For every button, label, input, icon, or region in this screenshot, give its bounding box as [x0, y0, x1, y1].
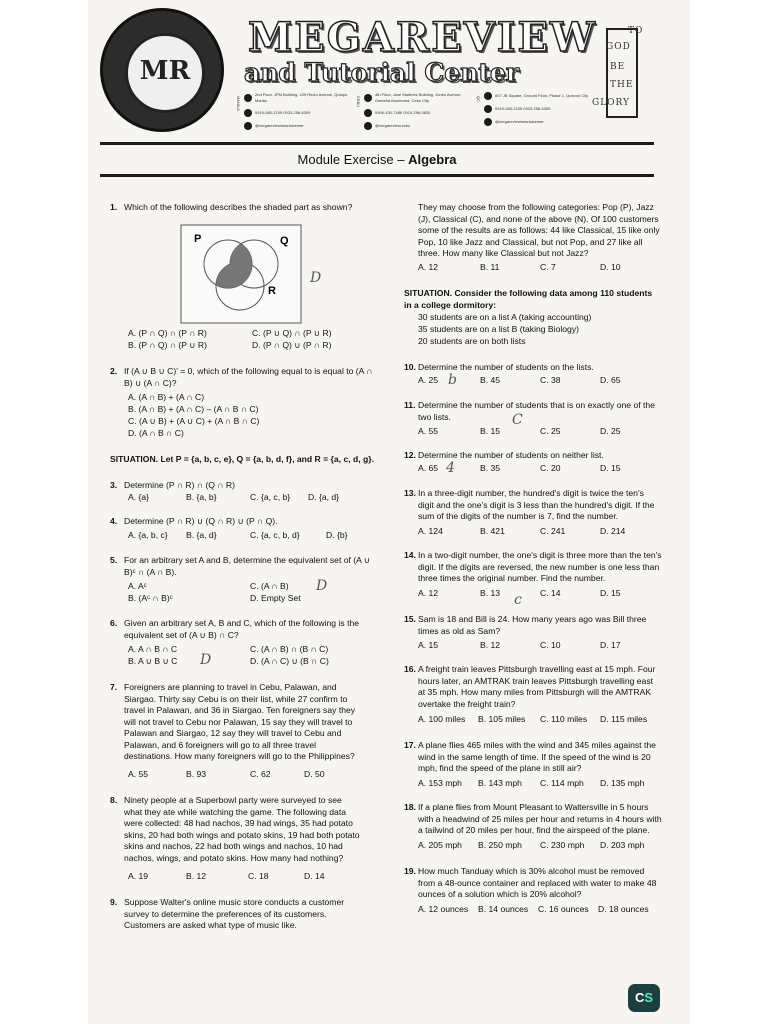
question-1 [110, 202, 374, 214]
question-number: 11. [404, 400, 416, 410]
handwritten-mark: c [514, 592, 522, 608]
question-text: Determine the number of students that is on exactly one of the two lists. [418, 400, 655, 422]
situation-1: SITUATION. Let P = {a, b, c, e}, Q = {a, b, d, f}, and R = {a, c, d, g}. [110, 454, 375, 464]
option-a[interactable]: A. {a, b, c} [128, 530, 168, 540]
question-text: If (A ∪ B ∪ C)' = 0, which of the following equal to is equal to (A ∩ B) ∪ (A ∩ C)? [124, 366, 373, 388]
branch-phones: 0919-083-2155 0933-256-6309 [495, 106, 551, 111]
facebook-icon [244, 122, 252, 130]
branch-label-cebu: CEBU [356, 96, 361, 108]
option-a[interactable]: A. 124 [418, 526, 443, 536]
question-text: A freight train leaves Pittsburgh travelling east at 15 mph. Four hours later, an AMTRAK train leaves Pittsburgh travelling east at 35 mph. How many miles from Pittsburgh will the AMTRAK overtake the freight train? [418, 664, 656, 709]
situation-line: 30 students are on a list A (taking accounting) [418, 312, 592, 322]
branch-label-manila: MANILA [236, 96, 241, 111]
branch-address: 2nd Floor, JPM Building, 229 Recto Avenue, Quiapo, Manila [255, 92, 349, 103]
venn-label-r: R [268, 285, 276, 297]
option-c[interactable]: C. 38 [540, 375, 561, 385]
option-b[interactable]: B. 14 ounces [478, 904, 529, 914]
question-number: 16. [404, 664, 416, 674]
option-b[interactable]: B. 35 [480, 463, 501, 473]
option-b[interactable]: B. 13 [480, 588, 501, 598]
question-text: Foreigners are planning to travel in Cebu, Palawan, and Siargao. Thirty say Cebu is on their list, while 27 confirm to travel in Palawan, and 36 in Siargao. Ten foreigners say they will not travel to Cebu nor Palawan, 15 say they will travel to Palawan and Siargao, 12 say they will travel to Cebu and Palawan, and 6 foreigners will go to all three travel destinations. How many foreigners will go to the Philippines? [124, 682, 356, 761]
option-c[interactable]: C. 62 [250, 769, 271, 779]
option-c[interactable]: C. 110 miles [540, 714, 588, 724]
brand-subtitle: and Tutorial Center [244, 58, 519, 87]
option-b[interactable]: B. (A ∩ B) + (A ∩ C) – (A ∩ B ∩ C) [128, 404, 259, 414]
option-d[interactable]: D. 203 mph [600, 840, 645, 850]
badge-letter-s: S [644, 990, 654, 1005]
title-rule [100, 174, 654, 177]
option-a[interactable]: A. {a} [128, 492, 150, 502]
option-a[interactable]: A. 65 [418, 463, 439, 473]
option-a[interactable]: A. 205 mph [418, 840, 462, 850]
option-b[interactable]: B. (Aᶜ ∩ B)ᶜ [128, 593, 173, 603]
option-a[interactable]: A. 12 [418, 588, 439, 598]
facebook-icon [364, 122, 372, 130]
question-4 [110, 516, 374, 528]
question-text: Ninety people at a Superbowl party were surveyed to see what they ate while watching the game. The following data were collected: 48 had nachos, 39 had wings, 35 had potato skins, 20 had both wings and potato skins, 19 had both potato skins and nachos, 22 had both wings and nachos, 10 had nachos, wings, and potato skins. How many had nothing? [124, 795, 360, 863]
handwritten-mark: D [200, 652, 212, 668]
question-15 [404, 614, 662, 637]
option-a[interactable]: A. 55 [128, 769, 149, 779]
question-7 [110, 682, 362, 763]
venn-label-p: P [194, 233, 202, 245]
branch-cebu [364, 92, 476, 135]
option-d[interactable]: D. {a, d} [308, 492, 340, 502]
option-c[interactable]: C. (A ∩ B) [250, 581, 289, 591]
handwritten-mark: D [310, 270, 322, 286]
question-number: 17. [404, 740, 416, 750]
question-number: 9. [110, 897, 118, 907]
branch-address: #07 JB Square, Ground Floor, Phase 1, Quezon City [495, 93, 589, 98]
option-d[interactable]: D. 17 [600, 640, 621, 650]
branch-qc [484, 92, 596, 131]
option-b[interactable]: B. 12 [186, 871, 207, 881]
branch-social: @megareview.cebu [375, 123, 411, 128]
question-text: How much Tanduay which is 30% alcohol must be removed from a 48-ounce container and replaced with water to make 48 ounces of a solution which is 20% alcohol? [418, 866, 657, 899]
option-a[interactable]: A. 153 mph [418, 778, 462, 788]
location-icon [364, 94, 372, 102]
question-5 [110, 555, 374, 578]
option-b[interactable]: B. 421 [480, 526, 505, 536]
option-a[interactable]: A. 12 ounces [418, 904, 469, 914]
question-text: Suppose Walter's online music store conducts a customer survey to determine the preferences of its customers. Customers are asked what type of music like. [124, 897, 345, 930]
question-text: In a three-digit number, the hundred's digit is twice the ten's digit and the one's digit is 3 less than the hundred's digit. If the sum of the digits of the number is 7, find the number. [418, 488, 655, 521]
option-c[interactable]: C. {a, c, b} [250, 492, 291, 502]
option-a[interactable]: A. 25 [418, 375, 439, 385]
option-c[interactable]: C. (A ∪ B) + (A ∪ C) + (A ∩ B ∩ C) [128, 416, 260, 426]
question-text: Sam is 18 and Bill is 24. How many years ago was Bill three times as old as Sam? [418, 614, 647, 636]
option-b[interactable]: B. {a, d} [186, 530, 217, 540]
branch-manila [244, 92, 356, 135]
badge-letter-c: C [634, 990, 645, 1005]
megareview-logo [100, 8, 224, 132]
question-number: 18. [404, 802, 416, 812]
situation-2: SITUATION. Consider the following data among 110 students in a college dormitory: [404, 288, 653, 310]
handwritten-mark: C [512, 412, 523, 428]
option-c[interactable]: C. 241 [540, 526, 566, 536]
handwritten-mark: 4 [446, 460, 455, 476]
question-18 [404, 802, 662, 837]
option-c[interactable]: C. 114 mph [540, 778, 584, 788]
option-d[interactable]: D. (P ∩ Q) ∪ (P ∩ R) [252, 340, 332, 350]
branch-address: 4th Floor, Jose Martinez Building, Jones Avenue, Osmeña Boulevard, Cebu City [375, 92, 462, 103]
option-d[interactable]: D. 50 [304, 769, 325, 779]
option-d[interactable]: D. 15 [600, 588, 621, 598]
question-number: 4. [110, 516, 118, 526]
question-3 [110, 480, 374, 492]
option-b[interactable]: B. 143 mph [478, 778, 522, 788]
option-b[interactable]: B. 93 [186, 769, 207, 779]
option-b[interactable]: B. 45 [480, 375, 501, 385]
option-c[interactable]: C. 25 [540, 426, 561, 436]
motto-word: GOD [606, 42, 631, 52]
option-d[interactable]: D. 115 miles [600, 714, 648, 724]
facebook-icon [484, 118, 492, 126]
question-17 [404, 740, 662, 775]
situation-line: 35 students are on a list B (taking Biology) [418, 324, 579, 334]
motto-word: BE [610, 62, 626, 72]
module-subject: Algebra [408, 152, 457, 167]
option-a[interactable]: A. A ∩ B ∩ C [128, 644, 178, 654]
motto-word: TO [628, 26, 644, 36]
option-d[interactable]: D. 214 [600, 526, 626, 536]
question-text: In a two-digit number, the one's digit is three more than the ten's digit. If the digits are reversed, the new number is one less than three times the original number. Find the number. [418, 550, 662, 583]
option-b[interactable]: B. 250 mph [478, 840, 522, 850]
brand-title: MEGAREVIEW [248, 14, 597, 61]
option-c[interactable]: C. 14 [540, 588, 561, 598]
question-19 [404, 866, 662, 901]
module-prefix: Module Exercise – [297, 152, 409, 167]
motto-box [592, 24, 650, 116]
branch-phones: 0919-083-2155 0933-256-6309 [255, 110, 311, 115]
branch-social: @megareviewtutorialcenter [495, 119, 544, 124]
option-c[interactable]: C. 16 ounces [538, 904, 589, 914]
option-d[interactable]: D. (A ∩ B ∩ C) [128, 428, 184, 438]
camscanner-badge-icon [628, 984, 660, 1012]
option-d[interactable]: D. 135 mph [600, 778, 645, 788]
option-d[interactable]: D. (A ∩ C) ∪ (B ∩ C) [250, 656, 329, 666]
motto-word: THE [610, 80, 634, 90]
location-icon [244, 94, 252, 102]
option-b[interactable]: B. 12 [480, 640, 501, 650]
branch-social: @megareviewtutorialcenter [255, 123, 304, 128]
option-d[interactable]: D. 15 [600, 463, 621, 473]
option-a[interactable]: A. 19 [128, 871, 149, 881]
phone-icon [484, 105, 492, 113]
question-number: 2. [110, 366, 118, 376]
option-a[interactable]: A. 55 [418, 426, 439, 436]
option-d[interactable]: D. 18 ounces [598, 904, 649, 914]
venn-label-q: Q [280, 235, 289, 247]
question-text: Determine the number of students on neither list. [418, 450, 604, 460]
question-number: 15. [404, 614, 416, 624]
option-d[interactable]: D. Empty Set [250, 593, 301, 603]
question-text: Determine (P ∩ R) ∪ (Q ∩ R) ∪ (P ∩ Q). [124, 516, 278, 526]
option-a[interactable]: A. (P ∩ Q) ∩ (P ∩ R) [128, 328, 207, 338]
logo-inner-ring [125, 33, 205, 113]
option-d[interactable]: D. 65 [600, 375, 621, 385]
branch-phones: 0906-430-7486 0915-296-0830 [375, 110, 431, 115]
question-text: If a plane flies from Mount Pleasant to Waltersville in 5 hours with a headwind of 25 miles per hour and returns in 4 hours with a tailwind of 20 miles per hour, find the airspeed of the plane. [418, 802, 662, 835]
question-11 [404, 400, 662, 423]
option-c[interactable]: C. 20 [540, 463, 561, 473]
question-number: 5. [110, 555, 118, 565]
option-d[interactable]: D. 10 [600, 262, 621, 272]
option-b[interactable]: B. {a, b} [186, 492, 217, 502]
question-text: A plane flies 465 miles with the wind and 345 miles against the wind in the same length of time. If the speed of the wind is 20 mph, find the speed of the plane in still air? [418, 740, 656, 773]
location-icon [484, 92, 492, 100]
option-c[interactable]: C. {a, c, b, d} [250, 530, 300, 540]
phone-icon [244, 109, 252, 117]
question-9-continued: They may choose from the following categories: Pop (P), Jazz (J), Classical (C), and none of the above (N). Of 100 customers some of the results are as follows: 44 like Classical, 15 like only Pop, 10 like Jazz and Classical, but not Pop, and 27 like all three. How many like Classical but not Jazz? [418, 202, 660, 258]
option-a[interactable]: A. Aᶜ [128, 581, 147, 591]
question-text: Determine the number of students on the lists. [418, 362, 594, 372]
option-c[interactable]: C. 230 mph [540, 840, 585, 850]
question-number: 3. [110, 480, 118, 490]
handwritten-mark: D [316, 578, 328, 594]
logo-monogram: MR [139, 56, 191, 86]
question-text: Which of the following describes the shaded part as shown? [124, 202, 353, 212]
branch-label-qc: QC [476, 96, 481, 102]
question-number: 6. [110, 618, 118, 628]
venn-diagram [180, 224, 302, 324]
option-d[interactable]: D. {b} [326, 530, 348, 540]
question-9 [110, 897, 362, 932]
handwritten-mark: b [448, 372, 457, 388]
question-14 [404, 550, 662, 585]
option-b[interactable]: B. A ∪ B ∪ C [128, 656, 178, 666]
question-number: 13. [404, 488, 416, 498]
question-number: 14. [404, 550, 416, 560]
option-b[interactable]: B. (P ∩ Q) ∩ (P ∪ R) [128, 340, 207, 350]
option-d[interactable]: D. 14 [304, 871, 325, 881]
question-number: 8. [110, 795, 118, 805]
option-c[interactable]: C. 10 [540, 640, 561, 650]
question-number: 7. [110, 682, 118, 692]
module-title [100, 152, 654, 167]
question-2 [110, 366, 374, 389]
option-b[interactable]: B. 15 [480, 426, 501, 436]
option-b[interactable]: B. 11 [480, 262, 500, 272]
question-text: Given an arbitrary set A, B and C, which of the following is the equivalent set of (A ∪ B) ∩ C? [124, 618, 360, 640]
option-a[interactable]: A. 15 [418, 640, 439, 650]
phone-icon [364, 109, 372, 117]
option-c[interactable]: C. 18 [248, 871, 269, 881]
option-c[interactable]: C. (A ∩ B) ∩ (B ∩ C) [250, 644, 329, 654]
option-a[interactable]: A. 12 [418, 262, 439, 272]
question-number: 10. [404, 362, 416, 372]
option-c[interactable]: C. 7 [540, 262, 556, 272]
question-16 [404, 664, 662, 710]
situation-line: 20 students are on both lists [418, 336, 526, 346]
option-a[interactable]: A. 100 miles [418, 714, 466, 724]
option-d[interactable]: D. 25 [600, 426, 621, 436]
question-text: Determine (P ∩ R) ∩ (Q ∩ R) [124, 480, 236, 490]
header-rule [100, 142, 654, 145]
question-13 [404, 488, 662, 523]
question-number: 19. [404, 866, 416, 876]
motto-word: GLORY [592, 98, 630, 108]
option-b[interactable]: B. 105 miles [478, 714, 526, 724]
question-text: For an arbitrary set A and B, determine the equivalent set of (A ∪ B)ᶜ ∩ (A ∩ B). [124, 555, 371, 577]
option-a[interactable]: A. (A ∩ B) + (A ∩ C) [128, 392, 205, 402]
question-8 [110, 795, 362, 864]
question-number: 1. [110, 202, 118, 212]
option-c[interactable]: C. (P ∪ Q) ∩ (P ∪ R) [252, 328, 332, 338]
question-number: 12. [404, 450, 416, 460]
question-6 [110, 618, 374, 641]
